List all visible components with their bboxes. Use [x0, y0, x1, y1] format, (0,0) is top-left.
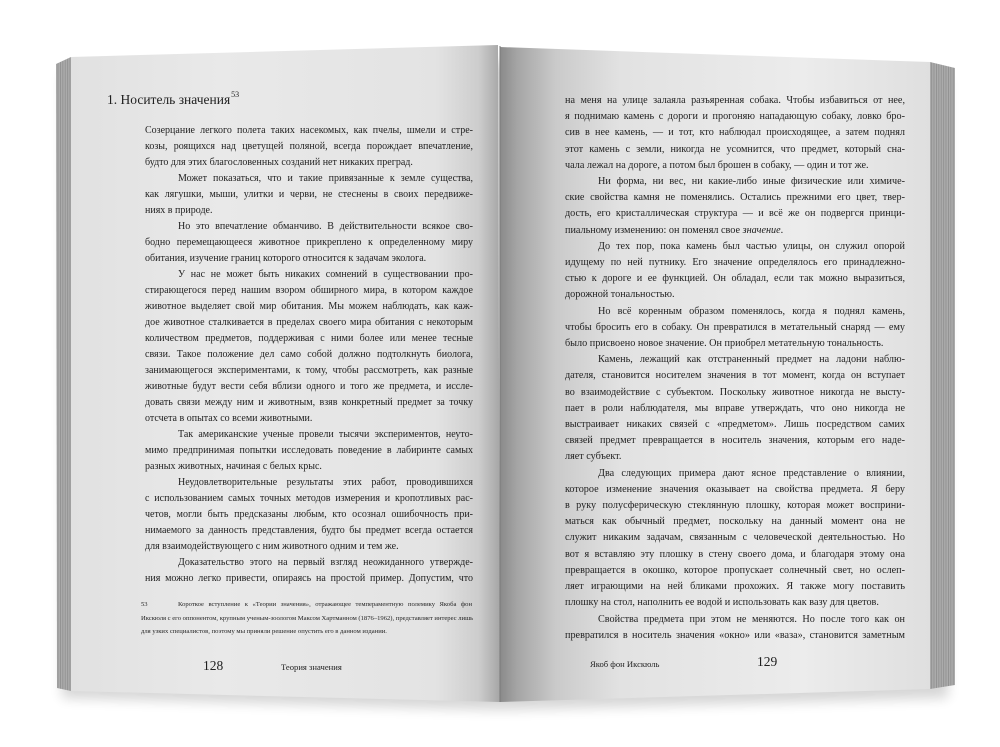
text-line	[565, 223, 905, 239]
text-line: Два следующих примера дают ясное представление о влиянии,	[598, 467, 905, 479]
text-line: бодно перемещающееся животное прикреплено к определенному миру	[145, 237, 473, 248]
text-line: маться как обычный предмет, поскольку на данный момент она не	[565, 516, 905, 528]
text-line: четов, могли быть предсказаны любым, кто осознал ошибочность при-	[145, 509, 473, 520]
text-line: животное выделяет свой мир обитания. Мы можем наблюдать, как каж-	[145, 301, 473, 312]
paragraph	[565, 466, 905, 612]
text-line: дое животное сталкивается в пределах своего мира обитания с некоторым	[145, 317, 473, 328]
text-line: чтобы бросить его в собаку. Он превратился в метательный снаряд — ему	[565, 321, 905, 333]
paragraph	[565, 239, 905, 304]
text-line: Но это впечатление обманчиво. В действительности всякое сво-	[178, 221, 473, 232]
text-line: обитания, изучение границ которого относится к задачам эколога.	[145, 253, 427, 264]
right-page-body	[565, 93, 905, 644]
text-line: в руку полусферическую стеклянную плошку, которая может восприни-	[565, 500, 905, 512]
text-line: выстраивает никаких связей с «предметом». Лишь посредством самих	[565, 419, 905, 431]
text-line: Ни форма, ни вес, ни какие-либо иные физические или химиче-	[598, 176, 905, 188]
footnote-text: Икскюля с его оппонентом, крупным ученым-зоологом Максом Хартманном (1876–1962), представляет интерес лишь	[141, 614, 474, 622]
text-line: для взаимодействующего с ним животного одним и тем же.	[145, 541, 399, 552]
text-line: чала лежал на дороге, а потом был брошен в собаку, — один и тот же.	[565, 159, 869, 171]
text-line: До тех пор, пока камень был частью улицы, он служил опорой	[598, 240, 905, 252]
text-line: во взаимодействие с субъектом. Поскольку животное никогда не высту-	[565, 386, 905, 398]
paragraph	[565, 612, 905, 644]
text-line: на меня на улице залаяла разъяренная собака. Чтобы избавиться от нее,	[565, 95, 905, 106]
text-line: ляет субъект.	[565, 451, 622, 463]
text-segment: пиальному изменению: он поменял свое	[565, 224, 743, 236]
text-line: стью к дороге и ее функцией. Он обладал, если так можно выразиться,	[565, 273, 905, 285]
running-head: Теория значения	[281, 662, 342, 672]
running-head: Якоб фон Икскюль	[590, 659, 660, 669]
text-line: дорожной тональностью.	[565, 289, 675, 301]
text-line: этот камень с земли, никогда не усомнится, что предмет, который сна-	[565, 143, 905, 155]
page-number: 129	[757, 654, 778, 669]
text-line: разных животных, начиная с белых крыс.	[145, 461, 322, 472]
text-line: дость, его кристаллическая структура — и всё же он подвергся принци-	[565, 208, 905, 220]
footnote-number: 53	[141, 601, 148, 608]
paragraph	[565, 93, 905, 174]
text-line: отсчета в опытах со всеми животными.	[145, 413, 313, 424]
text-line: как лягушки, мыши, улитки и черви, не стеснены в своих передвиже-	[145, 189, 473, 200]
text-line: козы, роящихся над цветущей поляной, всегда порождает впечатление,	[145, 141, 473, 152]
footnote-text: для узких специалистов, поэтому мы приняли решение опустить его в данном издании.	[141, 628, 387, 635]
text-line: превратился в носитель значения «окно» или «ваза», становится заметным	[565, 629, 905, 641]
text-line: Но всё коренным образом поменялось, когда я поднял камень,	[598, 305, 905, 317]
page-number: 128	[203, 658, 224, 673]
text-line: ляет играющими на ней бликами прохожих. Я также могу поставить	[565, 581, 905, 593]
text-line: связей предмет превращается в носитель значения, которым его наде-	[565, 435, 905, 447]
text-line: которое изменение значения оказывает на свойства предмета. Я беру	[565, 483, 905, 495]
text-line: нимаемого за данность представления, будто бы предмет всегда остается	[145, 525, 473, 536]
text-line: Доказательство этого на первый взгляд неожиданного утвержде-	[178, 557, 473, 568]
paragraph	[565, 352, 905, 465]
text-line: ниях в природе.	[145, 205, 213, 216]
text-line: плошку на стол, наполнить ее водой и использовать как вазу для цветов.	[565, 597, 879, 609]
text-line: с использованием самых точных методов измерения и кропотливых рас-	[145, 493, 473, 504]
text-line: стирающегося перед нашим взором обширного мира, в котором каждое	[145, 285, 473, 296]
text-line: сив в нее камень, — и тот, кто наблюдал происходящее, а затем поднял	[565, 127, 905, 139]
footnote-text: Короткое вступление к «Теории значения», отражающее темпераментную полемику Якоба фон	[178, 601, 472, 608]
text-line: животные будут вести себя вблизи одного и того же предмета, и иссле-	[145, 381, 473, 392]
text-line: Так американские ученые провели тысячи экспериментов, неуто-	[178, 429, 473, 440]
chapter-title: 1. Носитель значения	[107, 92, 231, 107]
text-line: мимо предпринимая попытки исследовать поведение в лабиринте самых	[145, 445, 473, 456]
text-line: довать связи между ним и животным, взяв конкретный предмет за точку	[145, 397, 473, 408]
text-line: я поднимаю камень с дороги и прогоняю нападающую собаку, ловко бро-	[565, 111, 905, 123]
text-line: дателя, становится носителем значения в тот момент, когда он вступает	[565, 370, 905, 382]
text-line: превращается в окошко, которое пропускает солнечный свет, но ослеп-	[565, 564, 905, 576]
text-line: ния можно легко привести, опираясь на простой пример. Допустим, что	[145, 573, 473, 584]
emphasized-term: значение	[742, 224, 781, 236]
text-segment: .	[780, 224, 784, 236]
text-line: количеством предметов, поддерживая с ними более или менее тесные	[145, 333, 473, 344]
text-line: занимающегося экспериментами, к тому, чтобы рассмотреть, как разные	[145, 365, 473, 376]
text-line: пает в роли наблюдателя, мы вправе утверждать, что оно никогда не	[565, 402, 905, 414]
text-line: Созерцание легкого полета таких насекомых, как пчелы, шмели и стре-	[145, 125, 473, 136]
text-line: было присвоено новое значение. Он приобрел метательную тональность.	[565, 338, 884, 350]
text-line: Может показаться, что и такие привязанные к земле существа,	[178, 173, 473, 184]
paragraph	[565, 304, 905, 353]
text-line: будто для этих благословенных созданий нет никаких преград.	[145, 157, 413, 168]
text-line: Свойства предмета при этом не меняются. Но после того как он	[598, 613, 905, 625]
paragraph	[565, 174, 905, 239]
text-line: служит никаким задачам, связанным с человеческой деятельностью. Но	[565, 532, 905, 544]
footnote-reference: 53	[231, 90, 240, 99]
text-line: ские свойства камня не поменялись. Остались прежними его цвет, твер-	[565, 192, 905, 204]
text-line: У нас не может быть никаких сомнений в существовании про-	[178, 269, 473, 280]
text-line: Неудовлетворительные результаты этих работ, проводившихся	[178, 477, 473, 488]
text-line: вот я вставляю эту плошку в стену своего дома, и благодаря этому она	[565, 548, 905, 560]
text-line: идущему по ней путнику. Его значение определялось его принадлежно-	[565, 257, 905, 269]
text-line: Камень, лежащий как отстраненный предмет на ладони наблю-	[598, 354, 905, 366]
text-line: связи. Такое положение дел само собой должно подтолкнуть биолога,	[145, 349, 473, 360]
